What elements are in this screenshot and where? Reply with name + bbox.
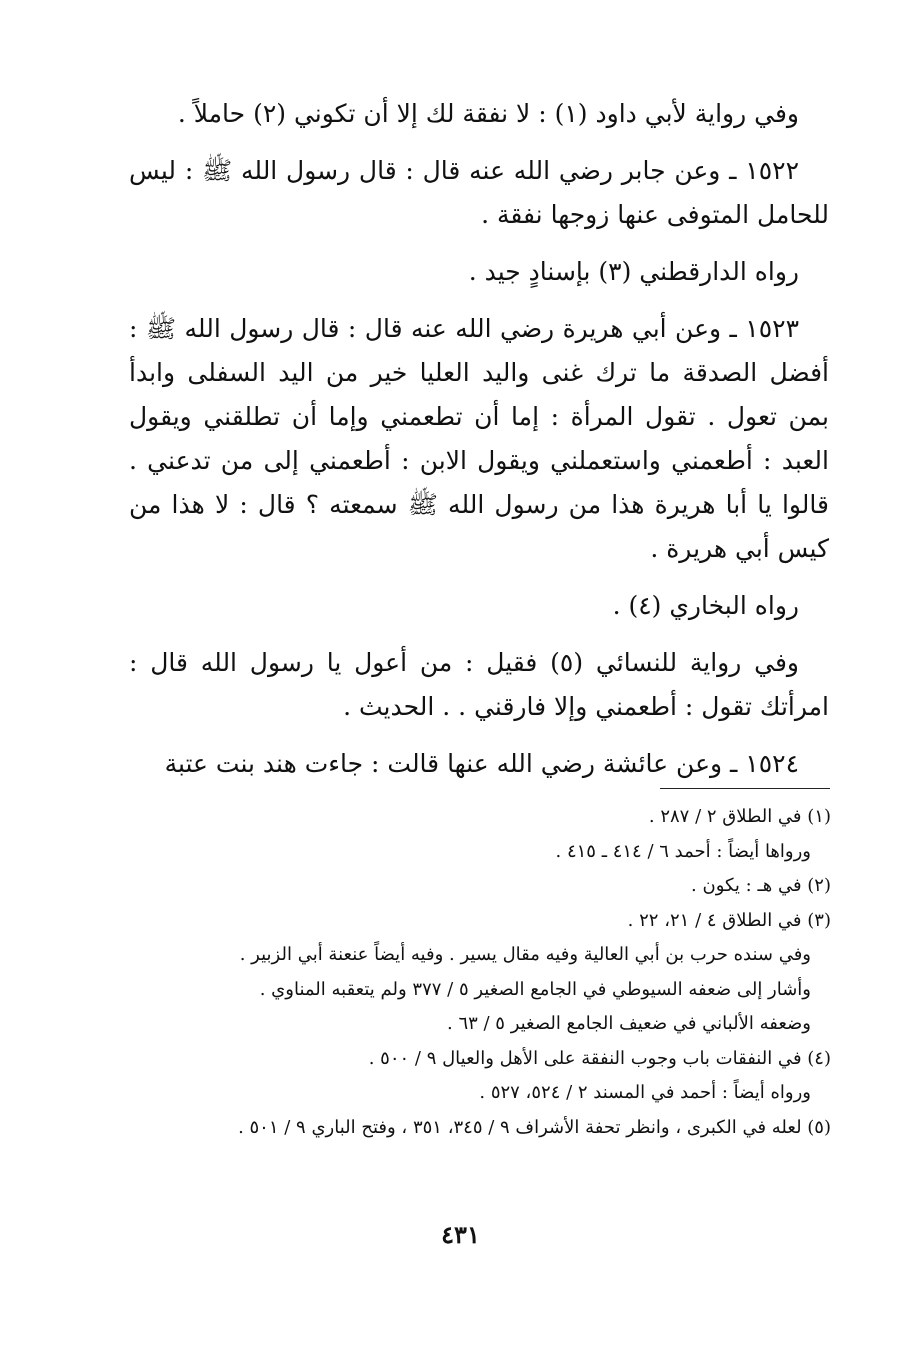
paragraph-hadith-1523: ١٥٢٣ ـ وعن أبي هريرة رضي الله عنه قال : قال رسول الله ﷺ : أفضل الصدقة ما ترك غنى واليد العليا خير من اليد السفلى وابدأ بمن تعول . تقول المرأة : إما أن تطعمني وإما أن تطلقني ويقول العبد : أطعمني واستعملني ويقول الابن : أطعمني إلى من تدعني . قالوا يا أبا هريرة هذا من رسول الله ﷺ سمعته ؟ قال : لا هذا من كيس أبي هريرة . (129, 314, 829, 563)
footnote-2: (٢) في هـ : يكون . (691, 875, 831, 896)
footnote-3-suyuti-note: وأشار إلى ضعفه السيوطي في الجامع الصغير ٥ / ٣٧٧ ولم يتعقبه المناوي . (259, 978, 811, 1000)
footnote-3-albani-note: وضعفه الألباني في ضعيف الجامع الصغير ٥ / ٦٣ . (446, 1013, 811, 1034)
paragraph-abu-dawud-narration: وفي رواية لأبي داود (١) : لا نفقة لك إلا أن تكوني (٢) حاملاً . (177, 99, 799, 128)
footnote-1-continuation: ورواها أيضاً : أحمد ٦ / ٤١٤ ـ ٤١٥ . (555, 840, 811, 862)
page-number: ٤٣١ (441, 1220, 480, 1249)
footnote-3-sanad-note: وفي سنده حرب بن أبي العالية وفيه مقال يسير . وفيه أيضاً عنعنة أبي الزبير . (239, 944, 811, 965)
paragraph-bukhari-source: رواه البخاري (٤) . (612, 591, 799, 620)
footnote-4: (٤) في النفقات باب وجوب النفقة على الأهل والعيال ٩ / ٥٠٠ . (368, 1047, 831, 1069)
paragraph-hadith-1524: ١٥٢٤ ـ وعن عائشة رضي الله عنها قالت : جاءت هند بنت عتبة (164, 749, 799, 778)
footnote-5: (٥) لعله في الكبرى ، وانظر تحفة الأشراف ٩ / ٣٤٥، ٣٥١ ، وفتح الباري ٩ / ٥٠١ . (238, 1116, 831, 1138)
footnotes (126, 800, 831, 1145)
footnote-4-continuation: ورواه أيضاً : أحمد في المسند ٢ / ٥٢٤، ٥٢٧ . (479, 1082, 811, 1103)
paragraph-hadith-1522: ١٥٢٢ ـ وعن جابر رضي الله عنه قال : قال رسول الله ﷺ : ليس للحامل المتوفى عنها زوجها نفقة . (129, 156, 829, 229)
footnote-divider (660, 788, 830, 789)
footnote-3: (٣) في الطلاق ٤ / ٢١، ٢٢ . (627, 909, 831, 931)
paragraph-daraqutni-source: رواه الدارقطني (٣) بإسنادٍ جيد . (468, 257, 799, 286)
footnote-1: (١) في الطلاق ٢ / ٢٨٧ . (648, 806, 831, 827)
paragraph-nasai-narration: وفي رواية للنسائي (٥) فقيل : من أعول يا رسول الله قال : امرأتك تقول : أطعمني وإلا فارقني . . الحديث . (129, 648, 829, 721)
main-text (129, 92, 829, 799)
